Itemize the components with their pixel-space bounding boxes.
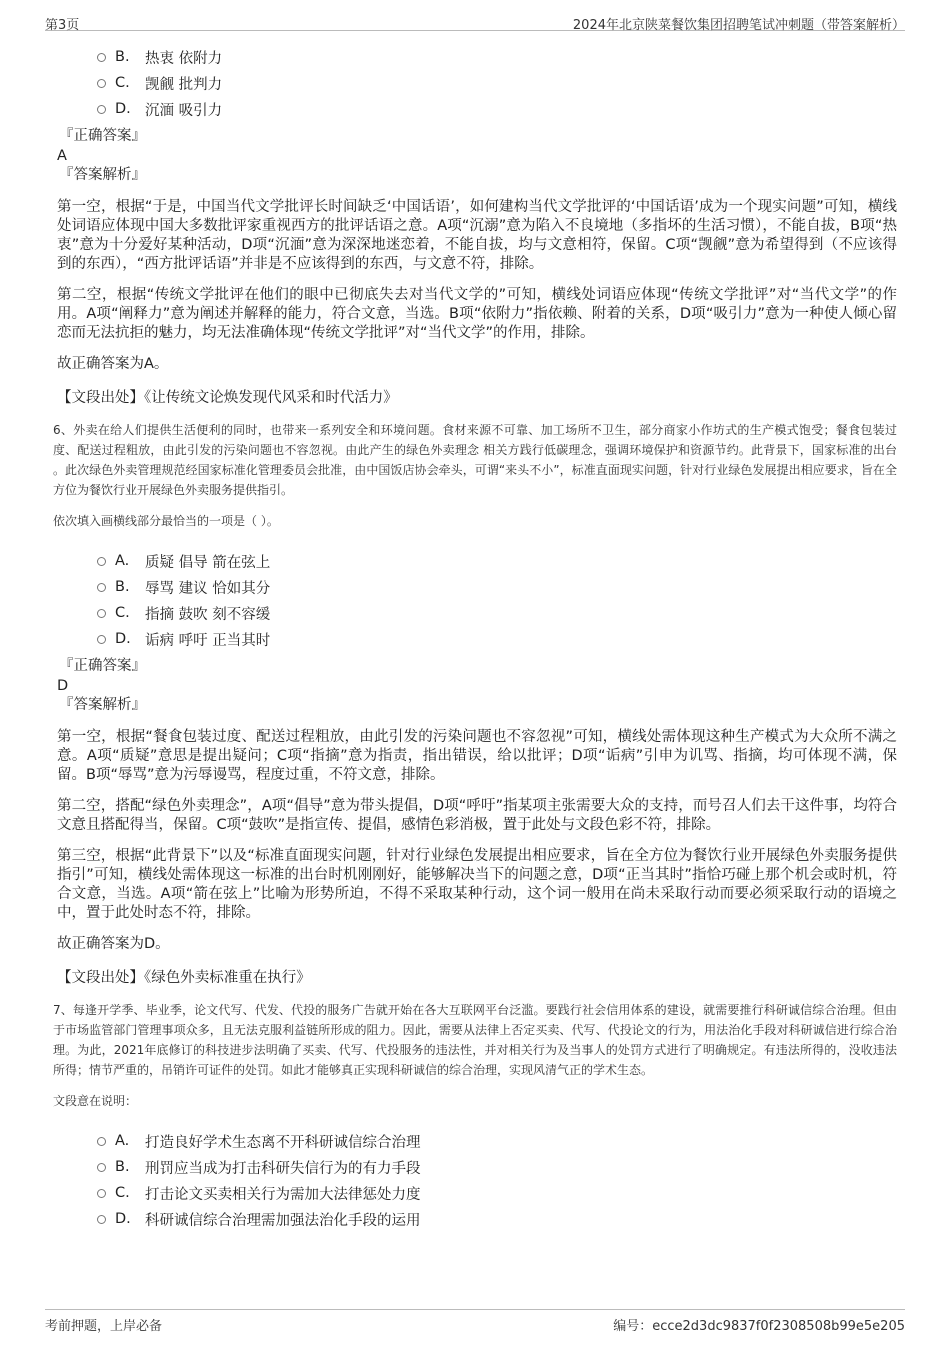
q5-analysis-label: 『答案解析』 [59,167,146,183]
radio-icon[interactable] [97,105,106,114]
q6-analysis-para: 第二空，搭配“绿色外卖理念”，A项“倡导”意为带头提倡，D项“呼吁”指某项主张需要大众的支持，而号召人们去干这件事，均符合文意且搭配得当，保留。C项“鼓吹”是指宣传、提倡，感情色彩消极，置于此处与文段色彩不符，排除。 [57,798,897,833]
q7-options [97,1128,897,1232]
q5-conclusion: 故正确答案为A。 [57,356,169,372]
q7-option-d[interactable] [97,1206,897,1232]
option-text: 打击论文买卖相关行为需加大法律惩处力度 [145,1186,421,1203]
q7-option-c[interactable] [97,1180,897,1206]
radio-icon[interactable] [97,53,106,62]
radio-icon[interactable] [97,635,106,644]
option-text: 沉湎 吸引力 [145,102,223,119]
radio-icon[interactable] [97,1163,106,1172]
q5-option-b[interactable] [97,44,897,70]
q5-options [97,44,897,122]
q6-conclusion: 故正确答案为D。 [57,936,170,952]
q6-source: 【文段出处】《绿色外卖标准重在执行》 [57,970,311,986]
option-text: 刑罚应当成为打击科研失信行为的有力手段 [145,1160,421,1177]
page-number: 第3页 [45,18,80,33]
radio-icon[interactable] [97,1215,106,1224]
q5-option-d[interactable] [97,96,897,122]
option-letter: B. [115,579,130,595]
q5-answer-label: 『正确答案』 [59,128,146,144]
radio-icon[interactable] [97,557,106,566]
option-text: 质疑 倡导 箭在弦上 [145,554,271,571]
option-text: 打造良好学术生态离不开科研诚信综合治理 [145,1134,421,1151]
q6-answer: D [57,678,69,694]
document-title: 2024年北京陕菜餐饮集团招聘笔试冲刺题（带答案解析） [572,18,905,33]
q5-source: 【文段出处】《让传统文论焕发现代风采和时代活力》 [57,390,398,406]
q5-option-c[interactable] [97,70,897,96]
option-text: 觊觎 批判力 [145,76,223,93]
option-letter: C. [115,1185,130,1201]
q7-question: 7、每逢开学季、毕业季，论文代写、代发、代投的服务广告就开始在各大互联网平台泛滥。要践行社会信用体系的建设，就需要推行科研诚信综合治理。但由于市场监管部门管理事项众多，且无法克服利益链所形成的阻力。因此，需要从法律上否定买卖、代写、代投论文的行为，用法治化手段对科研诚信进行综合治理。为此，2021年底修订的科技进步法明确了买卖、代写、代投服务的违法性，并对相关行为及当事人的处罚方式进行了明确规定。有违法所得的，没收违法所得；情节严重的，吊销许可证件的处罚。如此才能够真正实现科研诚信的综合治理，实现风清气正的学术生态。 [53,1003,897,1077]
option-letter: D. [115,101,131,117]
option-letter: A. [115,1133,130,1149]
option-text: 诟病 呼吁 正当其时 [145,632,271,649]
option-letter: C. [115,605,130,621]
q6-prompt: 依次填入画横线部分最恰当的一项是（ ）。 [53,514,279,528]
q5-analysis-para: 第二空，根据“传统文学批评在他们的眼中已彻底失去对当代文学的”可知，横线处词语应体现“传统文学批评”对“当代文学”的作用。A项“阐释力”意为阐述并解释的能力，符合文意，当选。B项“依附力”指依赖、附着的关系，D项“吸引力”意为一种使人倾心留恋而无法抗拒的魅力，均无法准确体现“传统文学批评”对“当代文学”的作用，排除。 [57,287,897,341]
option-letter: A. [115,553,130,569]
radio-icon[interactable] [97,583,106,592]
radio-icon[interactable] [97,79,106,88]
page-header [45,8,905,31]
footer-slogan: 考前押题，上岸必备 [45,1319,163,1334]
q7-option-b[interactable] [97,1154,897,1180]
radio-icon[interactable] [97,1189,106,1198]
option-text: 科研诚信综合治理需加强法治化手段的运用 [145,1212,421,1229]
radio-icon[interactable] [97,609,106,618]
q6-question: 6、外卖在给人们提供生活便利的同时，也带来一系列安全和环境问题。食材来源不可靠、加工场所不卫生，部分商家小作坊式的生产模式饱受；餐食包装过度、配送过程粗放，由此引发的污染问题也不容忽视。由此产生的绿色外卖理念 相关方践行低碳理念，强调环境保护和资源节约。此背景下，国家标准的出台 。此次绿色外卖管理规范经国家标准化管理委员会批准，由中国饭店协会牵头，可谓“来头不小”，标准直面现实问题，针对行业绿色发展提出相应要求，旨在全方位为餐饮行业开展绿色外卖服务提供指引。 [53,423,897,497]
radio-icon[interactable] [97,1137,106,1146]
q6-option-a[interactable] [97,548,897,574]
q6-option-d[interactable] [97,626,897,652]
option-letter: B. [115,1159,130,1175]
q6-option-c[interactable] [97,600,897,626]
q6-answer-label: 『正确答案』 [59,658,146,674]
page-footer [45,1309,905,1332]
q6-analysis-label: 『答案解析』 [59,697,146,713]
q7-option-a[interactable] [97,1128,897,1154]
q6-options [97,548,897,652]
option-text: 热衷 依附力 [145,50,223,67]
option-letter: D. [115,631,131,647]
document-code: 编号：ecce2d3dc9837f0f2308508b99e5e205 [613,1319,905,1334]
option-letter: B. [115,49,130,65]
option-text: 辱骂 建议 恰如其分 [145,580,271,597]
q6-analysis-para: 第一空，根据“餐食包装过度、配送过程粗放，由此引发的污染问题也不容忽视”可知，横线处需体现这种生产模式为大众所不满之意。A项“质疑”意思是提出疑问；C项“指摘”意为指责，指出错误，给以批评；D项“诟病”引申为讥骂、指摘，均可体现不满，保留。B项“辱骂”意为污辱谩骂，程度过重，不符文意，排除。 [57,729,897,783]
option-letter: D. [115,1211,131,1227]
option-text: 指摘 鼓吹 刻不容缓 [145,606,271,623]
document-body [53,44,897,1232]
q5-analysis-para: 第一空，根据“于是，中国当代文学批评长时间缺乏‘中国话语’，如何建构当代文学批评的‘中国话语’成为一个现实问题”可知，横线处词语应体现中国大多数批评家重视西方的批评话语之意。A项“沉溺”意为陷入不良境地（多指坏的生活习惯），不能自拔，B项“热衷”意为十分爱好某种活动，D项“沉湎”意为深深地迷恋着，不能自拔，均与文意相符，保留。C项“觊觎”意为希望得到（不应该得到的东西），“西方批评话语”并非是不应该得到的东西，与文意不符，排除。 [57,199,897,272]
option-letter: C. [115,75,130,91]
q7-prompt: 文段意在说明： [53,1094,138,1108]
q6-option-b[interactable] [97,574,897,600]
q5-answer: A [57,148,67,164]
q6-analysis-para: 第三空，根据“此背景下”以及“标准直面现实问题，针对行业绿色发展提出相应要求，旨在全方位为餐饮行业开展绿色外卖服务提供指引”可知，横线处需体现这一标准的出台时机刚刚好，能够解决当下的问题之意，D项“正当其时”指恰巧碰上那个机会或时机，符合文意，当选。A项“箭在弦上”比喻为形势所迫，不得不采取某种行动，这个词一般用在尚未采取行动而要必须采取行动的语境之中，置于此处时态不符，排除。 [57,848,897,921]
